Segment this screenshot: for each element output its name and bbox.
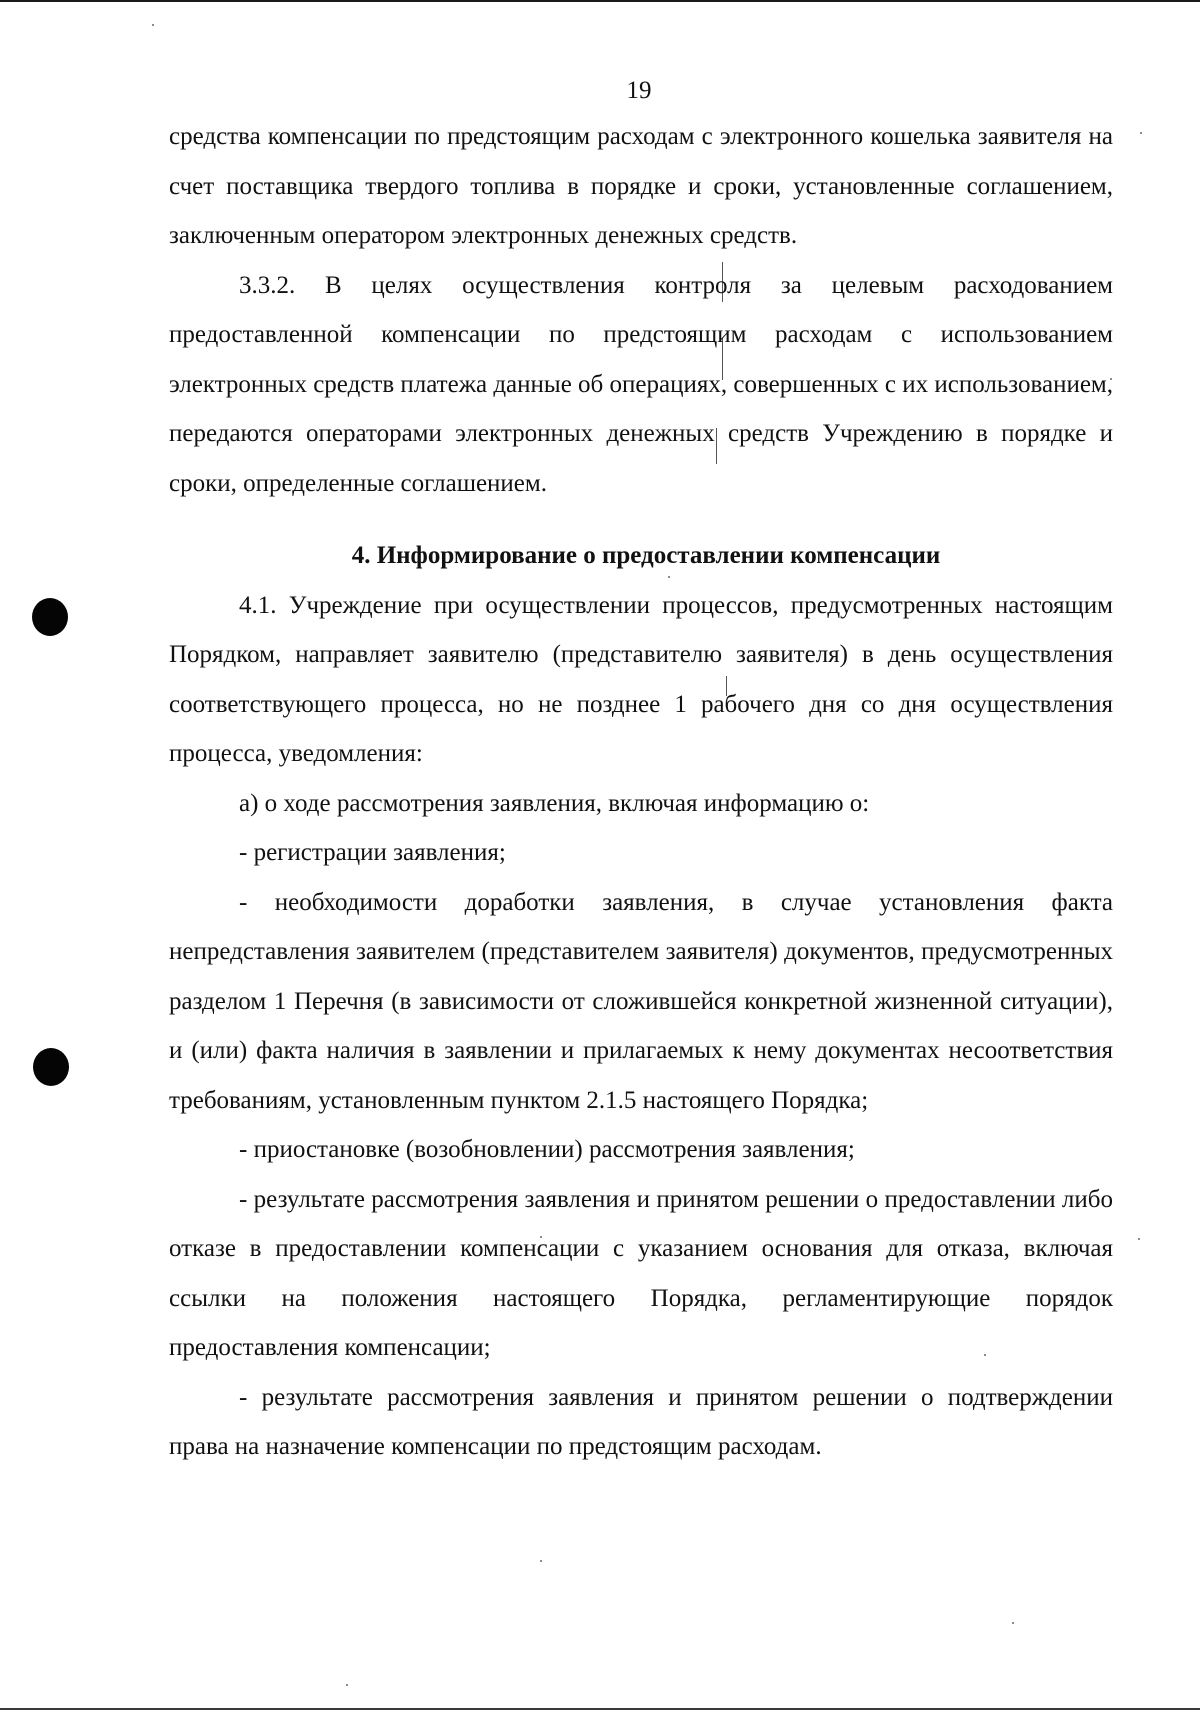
binder-hole-mark	[32, 598, 68, 636]
scan-speck	[346, 1684, 348, 1686]
scan-speck	[1012, 1622, 1014, 1624]
section-spacer	[169, 508, 1113, 531]
section-heading: 4. Информирование о предоставлении компенсации	[351, 542, 941, 569]
scan-bottom-edge	[0, 1708, 1200, 1710]
list-item: - регистрации заявления;	[239, 839, 506, 866]
paragraph: средства компенсации по предстоящим расходам с электронного кошелька заявителя на счет поставщика твердого топлива в порядке и сроки, установленные соглашением, заключенным оператором электронных денежных средств.	[169, 123, 1113, 249]
scan-speck	[152, 24, 154, 26]
document-body	[169, 112, 1113, 1472]
list-item: а) о ходе рассмотрения заявления, включая информацию о:	[239, 789, 870, 817]
list-item: - необходимости доработки заявления, в случае установления факта непредставления заявителем (представителем заявителя) документов, предусмотренных разделом 1 Перечня (в зависимости от сложившейся конкретной жизненной ситуации), и (или) факта наличия в заявлении и прилагаемых к нему документах несоответствия требованиям, установленным пунктом 2.1.5 настоящего Порядка;	[169, 888, 1113, 1114]
list-item: - приостановке (возобновлении) рассмотрения заявления;	[239, 1136, 855, 1163]
paragraph: 3.3.2. В целях осуществления контроля за целевым расходованием предоставленной компенсации по предстоящим расходам с использованием электронных средств платежа данные об операциях, совершенных с их использованием, передаются операторами электронных денежных средств Учреждению в порядке и сроки, определенные соглашением.	[169, 271, 1113, 497]
page-number: 19	[626, 77, 652, 104]
scan-speck	[1138, 1238, 1140, 1240]
list-item: - результате рассмотрения заявления и принятом решении о подтверждении права на назначение компенсации по предстоящим расходам.	[169, 1383, 1113, 1460]
binder-hole-mark	[33, 1048, 69, 1086]
list-item: - результате рассмотрения заявления и принятом решении о предоставлении либо отказе в предоставлении компенсации с указанием основания для отказа, включая ссылки на положения настоящего Порядка, регламентирующие порядок предоставления компенсации;	[169, 1185, 1113, 1361]
paragraph: 4.1. Учреждение при осуществлении процессов, предусмотренных настоящим Порядком, направляет заявителю (представителю заявителя) в день осуществления соответствующего процесса, но не позднее 1 рабочего дня со дня осуществления процесса, уведомления:	[169, 591, 1113, 767]
scan-top-edge	[0, 0, 1200, 2]
scan-speck	[540, 1560, 542, 1562]
scan-speck	[1140, 132, 1142, 134]
